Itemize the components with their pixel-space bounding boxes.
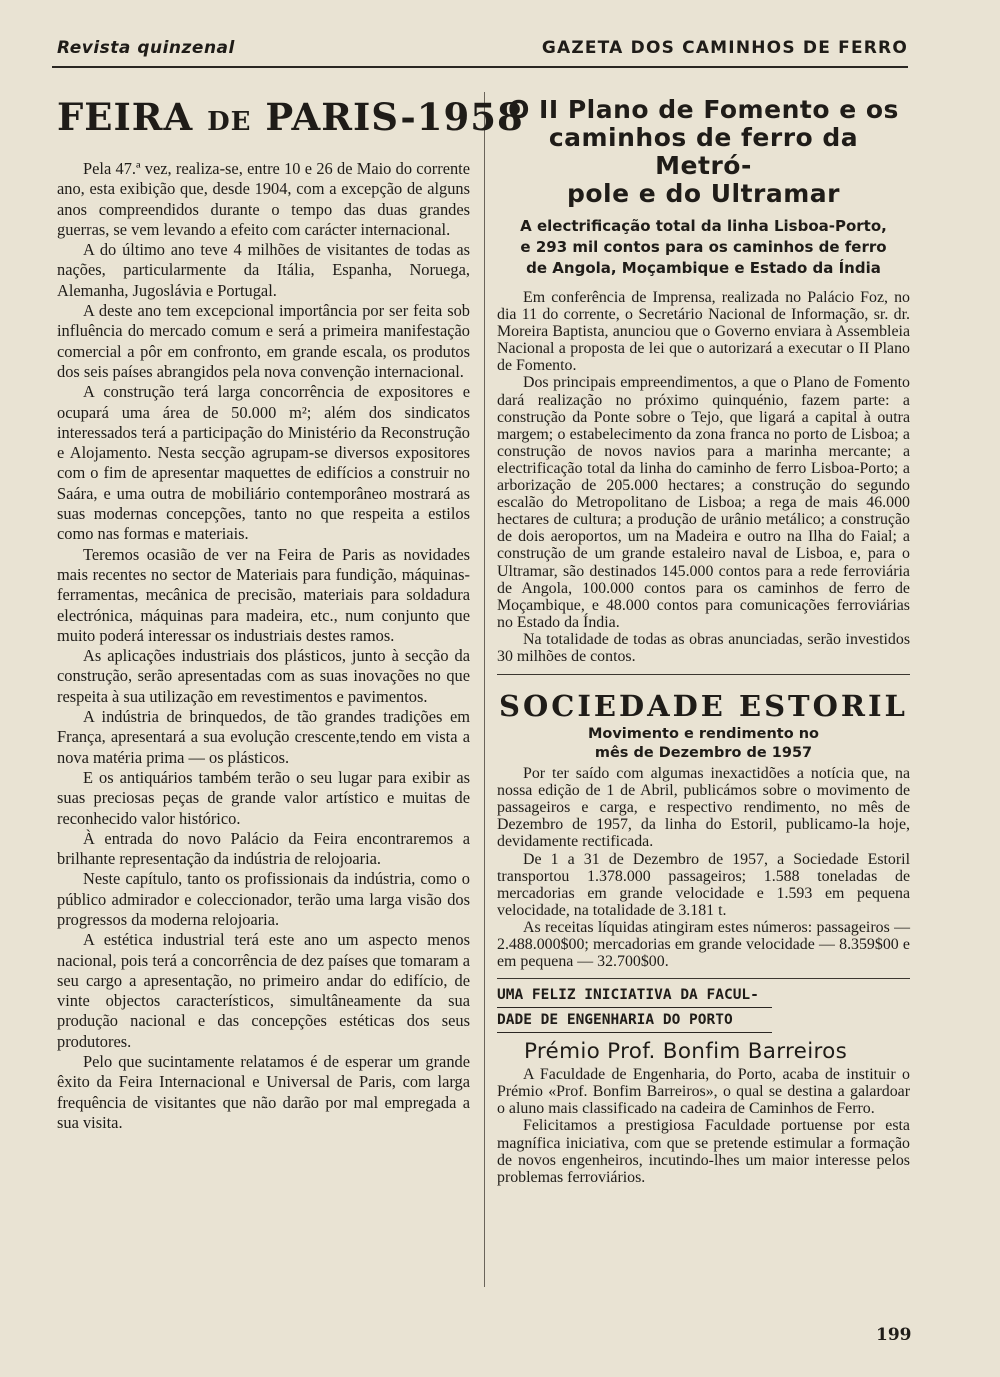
plano-subtitle: A electrificação total da linha Lisboa-Porto, e 293 mil contos para os caminhos de ferro de Angola, Moçambique e Estado da Índia [520,217,887,277]
feira-paragraph: A indústria de brinquedos, de tão grandes tradições em França, apresentará a sua evolução crescente,tendo em vista a nova matéria prima — os plásticos. [57,707,470,767]
premio-paragraph: A Faculdade de Engenharia, do Porto, acaba de instituir o Prémio «Prof. Bonfim Barreiros», o qual se destina a galardoar o aluno mais classificado na cadeira de Caminhos de Ferro. [497,1066,910,1118]
page-number: 199 [876,1325,912,1345]
header-rule [52,66,908,68]
section-rule [497,674,910,675]
sociedade-title: SOCIEDADE ESTORIL [499,689,908,724]
feira-paragraph: À entrada do novo Palácio da Feira encontraremos a brilhante representação da indústria de relojoaria. [57,828,470,869]
feira-paragraph: A construção terá larga concorrência de expositores e ocupará uma área de 50.000 m²; além dos sindicatos interessados terá a participação do Ministério da Reconstrução e Alojamento. Nesta secção agrupam-se diversos expositores com o fim de apresentar maquettes de edifícios a construir no Saára, e uma outra de mobiliário contemporâneo mostrará as suas modernas concepções, tanto no que respeita a estilos como nas formas e materiais. [57,382,470,544]
header-right: GAZETA DOS CAMINHOS DE FERRO [541,38,908,58]
section-rule [497,978,910,979]
plano-title: O II Plano de Fomento e os caminhos de ferro da Metró- pole e do Ultramar [508,95,899,208]
right-column [497,96,910,1186]
feira-paragraph: A estética industrial terá este ano um aspecto menos nacional, pois terá a concorrência de dez países que tomaram a seu cargo a apresentação, no primeiro andar do edifício, de vinte objectos característicos, simultâneamente da sua produção nacional e das concepções estéticas dos seus produtores. [57,930,470,1051]
plano-article [497,96,910,665]
plano-paragraph: Dos principais empreendimentos, a que o Plano de Fomento dará realização no próximo quinquénio, fazem parte: a construção da Ponte sobre o Tejo, que ligará a capital à outra margem; o estabelecimento da zona franca no porto de Lisboa; a construção de novos navios para a marinha mercante; a electrificação total da linha do caminho de ferro Lisboa-Porto; a arborização de 205.000 hectares; a construção do segundo escalão do Metropolitano de Lisboa; a rega de mais 46.000 hectares de cultura; a produção de urânio metálico; a construção de dois aeroportos, um na Madeira e outro na Ilha do Faial; a construção de um grande estaleiro naval de Lisboa, e, para o Ultramar, são destinados 145.000 contos para a rede ferroviária de Angola, 100.000 contos para os caminhos de ferro de Moçambique, e 48.000 contos para comunicações ferroviárias no Estado da Índia. [497,374,910,631]
sociedade-paragraph: De 1 a 31 de Dezembro de 1957, a Sociedade Estoril transportou 1.378.000 passageiros; 1.588 toneladas de mercadorias em grande velocidade e 1.593 em pequena velocidade, na totalidade de 3.181 t. [497,850,910,919]
sociedade-paragraph: As receitas líquidas atingiram estes números: passageiros — 2.488.000$00; mercadorias em grande velocidade — 8.359$00 e em pequena — 32.700$00. [497,918,910,971]
feira-paragraph: As aplicações industriais dos plásticos, junto à secção da construção, serão apresentadas com as suas inovações no que respeita à sua utilização em revestimentos e pavimentos. [57,646,470,706]
premio-kicker: UMA FELIZ INICIATIVA DA FACUL- DADE DE ENGENHARIA DO PORTO [497,983,772,1033]
column-divider [484,92,485,1287]
premio-article [497,983,910,1186]
premio-title: Prémio Prof. Bonfim Barreiros [524,1039,848,1065]
feira-paragraph: E os antiquários também terão o seu lugar para exibir as suas preciosas peças de grande valor artístico e muitas de reconhecido valor histórico. [57,767,470,828]
feira-paragraph: A deste ano tem excepcional importância por ser feita sob influência do mercado comum e será a primeira manifestação comercial a pôr em confronto, em grande escala, os produtos dos seis países abrangidos pela nova convenção internacional. [57,301,470,381]
feira-paragraph: Neste capítulo, tanto os profissionais da indústria, como o público admirador e coleccionador, terão uma larga visão dos progressos da moderna relojoaria. [57,869,470,929]
feira-article [57,94,524,1133]
sociedade-article [497,689,910,970]
sociedade-subtitle: Movimento e rendimento no mês de Dezembro de 1957 [587,726,820,762]
feira-paragraph: Pelo que sucintamente relatamos é de esperar um grande êxito da Feira Internacional e Universal de Paris, com larga frequência de visitantes que não darão por mal empregada a sua visita. [57,1052,470,1132]
sociedade-paragraph: Por ter saído com algumas inexactidões a notícia que, na nossa edição de 1 de Abril, publicámos sobre o movimento de passageiros e carga, e respectivo rendimento, no mês de Dezembro de 1957, da linha do Estoril, publicamo-la hoje, devidamente rectificada. [497,765,910,851]
feira-paragraph: A do último ano teve 4 milhões de visitantes de todas as nações, particularmente da Itália, Espanha, Noruega, Alemanha, Jugoslávia e Portugal. [57,240,470,300]
premio-paragraph: Felicitamos a prestigiosa Faculdade portuense por esta magnífica iniciativa, com que se pretende estimular a formação de novos engenheiros, incutindo-lhes um maior interesse pelos problemas ferroviários. [497,1117,910,1186]
feira-title: FEIRA DE PARIS-1958 [57,95,524,139]
plano-paragraph: Em conferência de Imprensa, realizada no Palácio Foz, no dia 11 do corrente, o Secretário Nacional de Informação, sr. dr. Moreira Baptista, anunciou que o Governo enviara à Assembleia Nacional a proposta de lei que o autorizará a executar o II Plano de Fomento. [497,289,910,375]
header-left: Revista quinzenal [57,38,235,58]
feira-paragraph: Teremos ocasião de ver na Feira de Paris as novidades mais recentes no sector de Materiais para fundição, máquinas-ferramentas, mecânica de precisão, materiais para soldadura electrónica, máquinas para madeira, etc., num conjunto que muito poderá interessar os industriais destes ramos. [57,544,470,645]
plano-paragraph: Na totalidade de todas as obras anunciadas, serão investidos 30 milhões de contos. [497,630,910,665]
feira-paragraph: Pela 47.ª vez, realiza-se, entre 10 e 26 de Maio do corrente ano, esta exibição que, desde 1904, com a excepção de alguns anos compreendidos durante o tempo das duas grandes guerras, se vem levando a efeito com carácter internacional. [57,159,470,239]
